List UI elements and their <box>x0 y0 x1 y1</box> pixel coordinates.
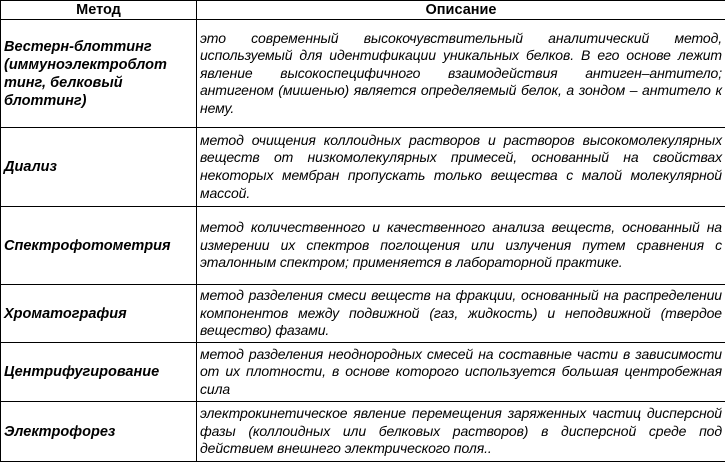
method-term: Диализ <box>1 128 197 207</box>
method-description: метод разделения смеси веществ на фракции, основанный на распределении компонентов между подвижной (газ, жидкость) и неподвижной (твердое вещество) фазами. <box>197 285 725 343</box>
method-term: Хроматография <box>1 285 197 343</box>
table-row <box>1 343 725 402</box>
method-term: Вестерн-блоттинг (иммуноэлектроблот тинг, белковый блоттинг) <box>1 20 197 128</box>
method-description: метод количественного и качественного анализа веществ, основанный на измерении их спектров поглощения или излучения путем сравнения с эталонным спектром; применяется в лабораторной практике. <box>197 207 725 285</box>
table-row <box>1 128 725 207</box>
method-description: метод очищения коллоидных растворов и растворов высокомолекулярных веществ от низкомолекулярных примесей, основанный на свойствах некоторых мембран пропускать только вещества с малой молекулярной массой. <box>197 128 725 207</box>
method-description: метод разделения неоднородных смесей на составные части в зависимости от их плотности, в основе которого используется большая центробежная сила <box>197 343 725 402</box>
table-row <box>1 207 725 285</box>
table-row <box>1 285 725 343</box>
table-row <box>1 20 725 128</box>
method-term: Центрифугирование <box>1 343 197 402</box>
method-description: это современный высокочувствительный аналитический метод, используемый для идентификации уникальных белков. В его основе лежит явление высокоспецифичного взаимодействия антиген–антитело; антигеном (мишенью) является определяемый белок, а зондом – антитело к нему. <box>197 20 725 128</box>
header-row <box>1 1 725 20</box>
header-description: Описание <box>197 1 725 20</box>
method-description: электрокинетическое явление перемещения заряженных частиц дисперсной фазы (коллоидных или белковых растворов) в дисперсной среде под действием внешнего электрического поля.. <box>197 402 725 462</box>
header-method: Метод <box>1 1 197 20</box>
method-term: Спектрофотометрия <box>1 207 197 285</box>
table-row <box>1 402 725 462</box>
method-term: Электрофорез <box>1 402 197 462</box>
